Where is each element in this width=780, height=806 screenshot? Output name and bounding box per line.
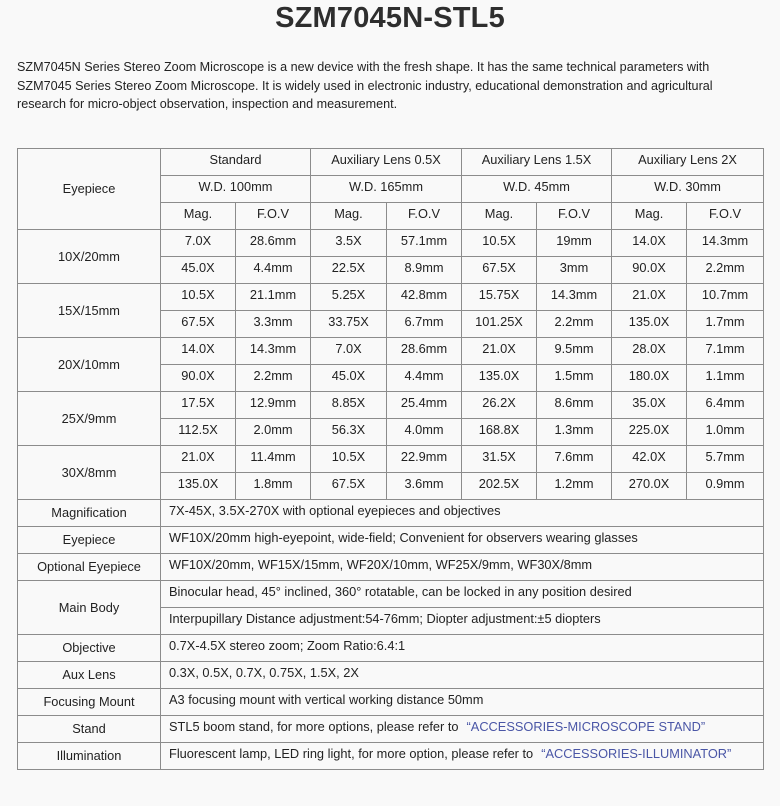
fov-cell: 2.2mm <box>236 365 311 392</box>
fov-cell: 7.6mm <box>537 446 612 473</box>
mag-cell: 10.5X <box>311 446 387 473</box>
fov-cell: 3mm <box>537 257 612 284</box>
mag-cell: 101.25X <box>462 311 537 338</box>
fov-cell: 2.0mm <box>236 419 311 446</box>
spec-row-illumination <box>18 743 764 770</box>
accessories-link[interactable]: “ACCESSORIES-MICROSCOPE STAND” <box>466 719 706 734</box>
mag-cell: 21.0X <box>462 338 537 365</box>
fov-cell: 25.4mm <box>387 392 462 419</box>
eyepiece-cell: 15X/15mm <box>18 284 161 338</box>
fov-header: F.O.V <box>236 203 311 230</box>
working-distance: W.D. 165mm <box>311 176 462 203</box>
spec-value: Interpupillary Distance adjustment:54-76mm; Diopter adjustment:±5 diopters <box>161 608 764 635</box>
mag-cell: 14.0X <box>612 230 687 257</box>
fov-cell: 4.4mm <box>387 365 462 392</box>
mag-cell: 225.0X <box>612 419 687 446</box>
fov-cell: 57.1mm <box>387 230 462 257</box>
mag-cell: 112.5X <box>161 419 236 446</box>
mag-cell: 7.0X <box>161 230 236 257</box>
spec-value <box>161 662 764 689</box>
eyepiece-cell: 25X/9mm <box>18 392 161 446</box>
fov-cell: 8.9mm <box>387 257 462 284</box>
fov-cell: 1.8mm <box>236 473 311 500</box>
fov-cell: 6.4mm <box>687 392 764 419</box>
header-row-groups <box>18 149 764 176</box>
working-distance: W.D. 30mm <box>612 176 764 203</box>
mag-cell: 31.5X <box>462 446 537 473</box>
fov-cell: 1.1mm <box>687 365 764 392</box>
mag-header: Mag. <box>612 203 687 230</box>
mag-cell: 67.5X <box>462 257 537 284</box>
mag-cell: 180.0X <box>612 365 687 392</box>
fov-cell: 42.8mm <box>387 284 462 311</box>
table-row <box>18 338 764 365</box>
spec-row-objective <box>18 635 764 662</box>
mag-cell: 21.0X <box>161 446 236 473</box>
mag-cell: 22.5X <box>311 257 387 284</box>
spec-label: Aux Lens <box>18 662 161 689</box>
fov-cell: 21.1mm <box>236 284 311 311</box>
table-row <box>18 446 764 473</box>
mag-cell: 33.75X <box>311 311 387 338</box>
fov-cell: 14.3mm <box>236 338 311 365</box>
mag-cell: 45.0X <box>311 365 387 392</box>
mag-cell: 15.75X <box>462 284 537 311</box>
fov-header: F.O.V <box>687 203 764 230</box>
fov-cell: 2.2mm <box>537 311 612 338</box>
spec-value-text: Fluorescent lamp, LED ring light, for more option, please refer to <box>169 746 534 761</box>
accessories-link[interactable]: “ACCESSORIES-ILLUMINATOR” <box>541 746 732 761</box>
fov-cell: 4.0mm <box>387 419 462 446</box>
spec-row-main-body <box>18 581 764 608</box>
fov-cell: 22.9mm <box>387 446 462 473</box>
fov-cell: 10.7mm <box>687 284 764 311</box>
mag-cell: 8.85X <box>311 392 387 419</box>
intro-paragraph: SZM7045N Series Stereo Zoom Microscope is a new device with the fresh shape. It has the same technical parameters with SZM7045 Series Stereo Zoom Microscope. It is widely used in electronic industry, educational demonstration and agricultural research for micro-object observation, inspection and measurement. <box>17 60 713 111</box>
fov-cell: 28.6mm <box>236 230 311 257</box>
mag-cell: 67.5X <box>311 473 387 500</box>
working-distance: W.D. 45mm <box>462 176 612 203</box>
mag-cell: 67.5X <box>161 311 236 338</box>
eyepiece-cell: 30X/8mm <box>18 446 161 500</box>
spec-value <box>161 500 764 527</box>
mag-cell: 5.25X <box>311 284 387 311</box>
page-title: SZM7045N-STL5 <box>275 2 505 34</box>
mag-header: Mag. <box>462 203 537 230</box>
table-row <box>18 284 764 311</box>
spec-value-text: WF10X/20mm, WF15X/15mm, WF20X/10mm, WF25X/9mm, WF30X/8mm <box>169 557 593 572</box>
mag-cell: 202.5X <box>462 473 537 500</box>
fov-cell: 0.9mm <box>687 473 764 500</box>
fov-cell: 3.6mm <box>387 473 462 500</box>
mag-cell: 270.0X <box>612 473 687 500</box>
mag-cell: 168.8X <box>462 419 537 446</box>
eyepiece-header: Eyepiece <box>18 149 161 230</box>
spec-value <box>161 554 764 581</box>
fov-cell: 8.6mm <box>537 392 612 419</box>
fov-cell: 19mm <box>537 230 612 257</box>
mag-cell: 28.0X <box>612 338 687 365</box>
fov-cell: 2.2mm <box>687 257 764 284</box>
mag-cell: 10.5X <box>161 284 236 311</box>
eyepiece-cell: 20X/10mm <box>18 338 161 392</box>
fov-cell: 1.5mm <box>537 365 612 392</box>
group-header: Auxiliary Lens 0.5X <box>311 149 462 176</box>
mag-cell: 45.0X <box>161 257 236 284</box>
spec-value-text: 0.3X, 0.5X, 0.7X, 0.75X, 1.5X, 2X <box>169 665 359 680</box>
mag-cell: 3.5X <box>311 230 387 257</box>
mag-cell: 7.0X <box>311 338 387 365</box>
group-header: Standard <box>161 149 311 176</box>
spec-row-stand <box>18 716 764 743</box>
mag-header: Mag. <box>311 203 387 230</box>
spec-label: Optional Eyepiece <box>18 554 161 581</box>
spec-label: Focusing Mount <box>18 689 161 716</box>
spec-row-eyepiece <box>18 527 764 554</box>
mag-cell: 90.0X <box>612 257 687 284</box>
mag-cell: 21.0X <box>612 284 687 311</box>
table-row <box>18 392 764 419</box>
mag-cell: 14.0X <box>161 338 236 365</box>
fov-cell: 6.7mm <box>387 311 462 338</box>
working-distance: W.D. 100mm <box>161 176 311 203</box>
group-header: Auxiliary Lens 2X <box>612 149 764 176</box>
spec-value <box>161 689 764 716</box>
fov-cell: 4.4mm <box>236 257 311 284</box>
mag-cell: 56.3X <box>311 419 387 446</box>
spec-row-optional-eyepiece <box>18 554 764 581</box>
fov-cell: 3.3mm <box>236 311 311 338</box>
fov-cell: 7.1mm <box>687 338 764 365</box>
spec-row-aux-lens <box>18 662 764 689</box>
fov-cell: 14.3mm <box>537 284 612 311</box>
fov-cell: 11.4mm <box>236 446 311 473</box>
fov-cell: 1.0mm <box>687 419 764 446</box>
spec-row-magnification <box>18 500 764 527</box>
mag-cell: 42.0X <box>612 446 687 473</box>
fov-cell: 1.7mm <box>687 311 764 338</box>
mag-header: Mag. <box>161 203 236 230</box>
spec-value-text: A3 focusing mount with vertical working distance 50mm <box>169 692 484 707</box>
spec-value <box>161 527 764 554</box>
spec-value <box>161 716 764 743</box>
spec-label: Stand <box>18 716 161 743</box>
eyepiece-cell: 10X/20mm <box>18 230 161 284</box>
spec-label: Main Body <box>18 581 161 635</box>
mag-cell: 10.5X <box>462 230 537 257</box>
group-header: Auxiliary Lens 1.5X <box>462 149 612 176</box>
fov-cell: 1.3mm <box>537 419 612 446</box>
mag-cell: 90.0X <box>161 365 236 392</box>
spec-value <box>161 635 764 662</box>
spec-value-text: WF10X/20mm high-eyepoint, wide-field; Convenient for observers wearing glasses <box>169 530 638 545</box>
mag-cell: 135.0X <box>612 311 687 338</box>
spec-label: Magnification <box>18 500 161 527</box>
table-row <box>18 230 764 257</box>
spec-value-text: 0.7X-4.5X stereo zoom; Zoom Ratio:6.4:1 <box>169 638 406 653</box>
fov-cell: 5.7mm <box>687 446 764 473</box>
spec-row-focusing-mount <box>18 689 764 716</box>
fov-header: F.O.V <box>387 203 462 230</box>
mag-cell: 26.2X <box>462 392 537 419</box>
fov-header: F.O.V <box>537 203 612 230</box>
mag-cell: 17.5X <box>161 392 236 419</box>
fov-cell: 1.2mm <box>537 473 612 500</box>
fov-cell: 12.9mm <box>236 392 311 419</box>
spec-value-text: 7X-45X, 3.5X-270X with optional eyepieces and objectives <box>169 503 501 518</box>
spec-value <box>161 743 764 770</box>
fov-cell: 28.6mm <box>387 338 462 365</box>
spec-label: Objective <box>18 635 161 662</box>
fov-cell: 14.3mm <box>687 230 764 257</box>
spec-table <box>17 148 764 770</box>
spec-label: Eyepiece <box>18 527 161 554</box>
fov-cell: 9.5mm <box>537 338 612 365</box>
spec-label: Illumination <box>18 743 161 770</box>
mag-cell: 135.0X <box>161 473 236 500</box>
mag-cell: 35.0X <box>612 392 687 419</box>
spec-value: Binocular head, 45° inclined, 360° rotatable, can be locked in any position desired <box>161 581 764 608</box>
spec-value-text: STL5 boom stand, for more options, please refer to <box>169 719 459 734</box>
mag-cell: 135.0X <box>462 365 537 392</box>
